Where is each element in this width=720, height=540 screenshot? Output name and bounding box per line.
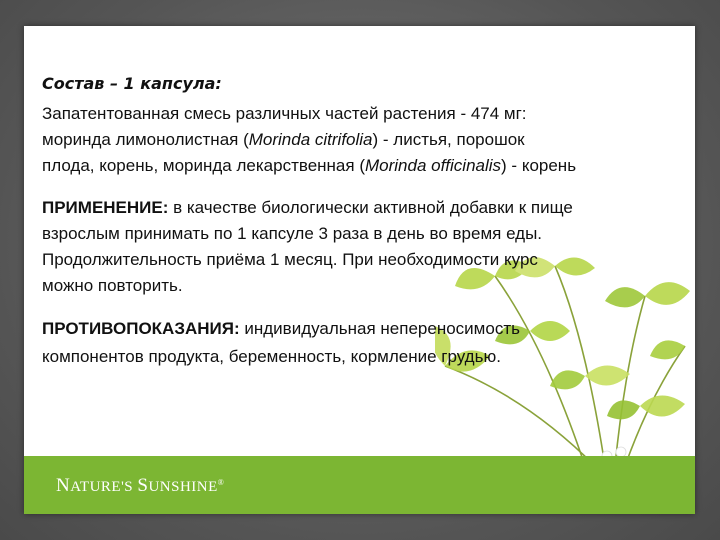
usage-heading: ПРИМЕНЕНИЕ: [42, 198, 169, 217]
composition-line-3-post: ) - корень [501, 156, 577, 175]
contraindications-line-2: компонентов продукта, беременность, кормление грудью. [42, 347, 501, 366]
contraindications-line-1-text: индивидуальная непереносимость [239, 319, 520, 338]
composition-line-1: Запатентованная смесь различных частей растения - 474 мг: [42, 104, 527, 123]
slide [24, 26, 695, 514]
latin-name-citrifolia: Morinda citrifolia [248, 130, 373, 149]
usage-line-2: взрослым принимать по 1 капсуле 3 раза в день во время еды. [42, 224, 543, 243]
contraindications-heading: ПРОТИВОПОКАЗАНИЯ: [42, 319, 240, 338]
composition-line-2 [42, 127, 682, 153]
footer-bar [24, 456, 695, 514]
latin-name-officinalis: Morinda officinalis [364, 156, 502, 175]
usage-line-1-text: в качестве биологически активной добавки к пище [168, 198, 573, 217]
content-text [42, 71, 682, 371]
usage-line-1 [42, 195, 682, 221]
composition-title: Состав – 1 капсула: [42, 74, 222, 93]
contraindications-line-1 [42, 315, 682, 343]
composition-line-2-pre: моринда лимонолистная ( [42, 130, 249, 149]
usage-line-3: Продолжительность приёма 1 месяц. При необходимости курс [42, 250, 538, 269]
composition-line-3 [42, 153, 682, 179]
contraindications-section [42, 315, 682, 371]
natures-sunshine-logo: NATURE'S SUNSHINE® [56, 475, 225, 496]
usage-section [42, 195, 682, 299]
usage-line-4: можно повторить. [42, 276, 183, 295]
composition-line-3-pre: плода, корень, моринда лекарственная ( [42, 156, 365, 175]
composition-line-2-post: ) - листья, порошок [372, 130, 525, 149]
